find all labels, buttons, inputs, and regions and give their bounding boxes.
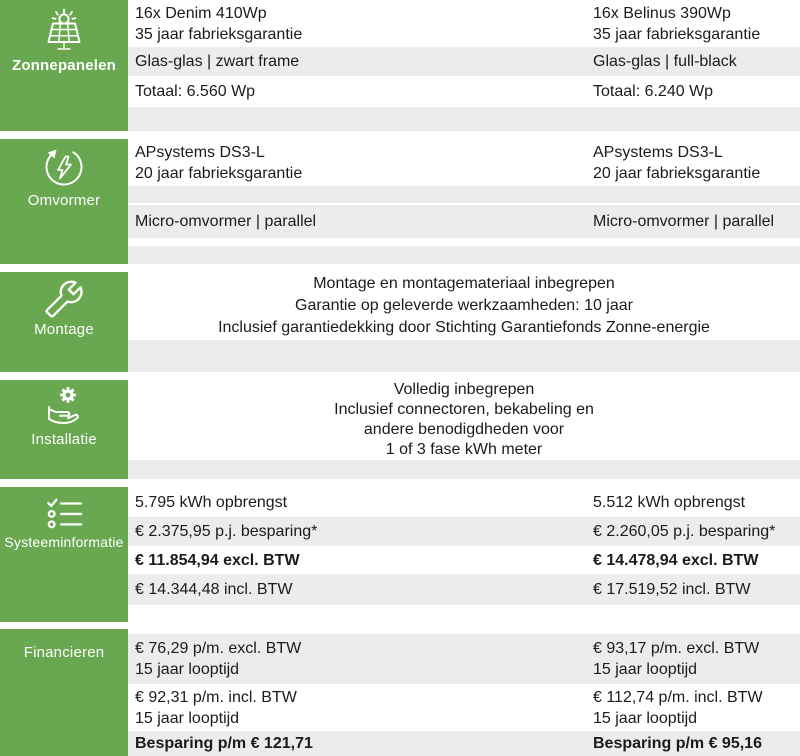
panel-model-left bbox=[128, 0, 590, 47]
price-excl-btw-right: € 14.478,94 excl. BTW bbox=[593, 551, 759, 569]
term-excl-right: 15 jaar looptijd bbox=[593, 661, 698, 678]
wrench-icon bbox=[45, 280, 83, 318]
inverter-model-left-name: APsystems DS3-L bbox=[135, 143, 265, 161]
section-divider bbox=[0, 622, 800, 629]
sidebar-label-zonnepanelen: Zonnepanelen bbox=[11, 57, 117, 74]
financing-incl-left bbox=[128, 684, 590, 731]
section-divider bbox=[0, 264, 800, 272]
term-incl-left: 15 jaar looptijd bbox=[135, 709, 240, 727]
panel-model-right-name: 16x Belinus 390Wp bbox=[593, 4, 731, 22]
sidebar-cell-installatie bbox=[0, 380, 128, 479]
montage-line-3: Inclusief garantiedekking door Stichting Garantiefonds Zonne-energie bbox=[218, 319, 710, 336]
installatie-line-1: Volledig inbegrepen bbox=[393, 381, 535, 398]
spacer-row bbox=[128, 246, 800, 264]
price-excl-btw-left: € 11.854,94 excl. BTW bbox=[135, 551, 300, 569]
panel-warranty-left: 35 jaar fabrieksgarantie bbox=[135, 25, 303, 43]
inverter-model-right-name: APsystems DS3-L bbox=[593, 143, 723, 161]
checklist-icon bbox=[43, 495, 85, 531]
sidebar-label-installatie: Installatie bbox=[31, 431, 97, 448]
yearly-saving-left: € 2.375,95 p.j. besparing* bbox=[135, 523, 318, 540]
sidebar-cell-zonnepanelen bbox=[0, 0, 128, 131]
term-incl-right: 15 jaar looptijd bbox=[593, 709, 698, 727]
sidebar-cell-montage bbox=[0, 272, 128, 372]
section-installatie bbox=[0, 380, 800, 479]
section-montage bbox=[0, 272, 800, 372]
spacer-row bbox=[128, 460, 800, 479]
price-incl-btw-right: € 17.519,52 incl. BTW bbox=[593, 581, 751, 598]
installatie-description bbox=[128, 380, 800, 460]
sidebar-cell-omvormer bbox=[0, 139, 128, 264]
price-incl-btw-left: € 14.344,48 incl. BTW bbox=[135, 581, 293, 598]
hand-gear-icon bbox=[42, 384, 86, 428]
monthly-saving-left: Besparing p/m € 121,71 bbox=[135, 735, 313, 752]
panel-total-left: Totaal: 6.560 Wp bbox=[135, 83, 256, 100]
solar-panel-sun-icon bbox=[41, 8, 87, 54]
montage-description bbox=[128, 272, 800, 340]
sidebar-cell-financieren bbox=[0, 629, 128, 756]
section-divider bbox=[0, 131, 800, 139]
spacer-row bbox=[128, 186, 800, 203]
section-financieren bbox=[0, 629, 800, 756]
sidebar-label-financieren: Financieren bbox=[23, 644, 105, 661]
sidebar-cell-systeeminformatie bbox=[0, 487, 128, 622]
inverter-model-right bbox=[590, 139, 800, 186]
term-excl-left: 15 jaar looptijd bbox=[135, 661, 240, 678]
section-divider bbox=[0, 372, 800, 380]
yield-right: 5.512 kWh opbrengst bbox=[593, 493, 746, 511]
inverter-warranty-right: 20 jaar fabrieksgarantie bbox=[593, 164, 761, 182]
sidebar-label-systeeminformatie: Systeeminformatie bbox=[4, 534, 124, 550]
spacer-row bbox=[128, 605, 800, 622]
spacer-row bbox=[128, 238, 800, 246]
panel-type-left: Glas-glas | zwart frame bbox=[135, 53, 300, 70]
monthly-incl-left: € 92,31 p/m. incl. BTW bbox=[135, 688, 297, 706]
inverter-type-right: Micro-omvormer | parallel bbox=[593, 213, 775, 230]
refresh-bolt-icon bbox=[42, 145, 86, 189]
panel-model-right bbox=[590, 0, 800, 47]
installatie-line-2: Inclusief connectoren, bekabeling en bbox=[334, 401, 594, 418]
yield-left: 5.795 kWh opbrengst bbox=[135, 493, 288, 511]
panel-warranty-right: 35 jaar fabrieksgarantie bbox=[593, 25, 761, 43]
spacer-row bbox=[128, 340, 800, 372]
financing-excl-left bbox=[128, 634, 590, 684]
financing-incl-right bbox=[590, 684, 800, 731]
section-zonnepanelen bbox=[0, 0, 800, 131]
monthly-saving-right: Besparing p/m € 95,16 bbox=[593, 735, 762, 752]
section-divider bbox=[0, 479, 800, 487]
montage-line-1: Montage en montagemateriaal inbegrepen bbox=[313, 275, 615, 292]
montage-line-2: Garantie op geleverde werkzaamheden: 10 jaar bbox=[295, 297, 633, 314]
panel-total-right: Totaal: 6.240 Wp bbox=[593, 83, 714, 100]
spacer-row bbox=[128, 107, 800, 131]
section-systeeminformatie bbox=[0, 487, 800, 622]
installatie-line-4: 1 of 3 fase kWh meter bbox=[385, 441, 543, 458]
inverter-type-left: Micro-omvormer | parallel bbox=[135, 213, 317, 230]
section-omvormer bbox=[0, 139, 800, 264]
inverter-model-left bbox=[128, 139, 590, 186]
inverter-warranty-left: 20 jaar fabrieksgarantie bbox=[135, 164, 303, 182]
financing-excl-right bbox=[590, 634, 800, 684]
monthly-excl-right: € 93,17 p/m. excl. BTW bbox=[593, 640, 760, 657]
panel-model-left-name: 16x Denim 410Wp bbox=[135, 4, 267, 22]
installatie-line-3: andere benodigdheden voor bbox=[363, 421, 565, 438]
yearly-saving-right: € 2.260,05 p.j. besparing* bbox=[593, 523, 776, 540]
monthly-excl-left: € 76,29 p/m. excl. BTW bbox=[135, 640, 302, 657]
monthly-incl-right: € 112,74 p/m. incl. BTW bbox=[593, 688, 763, 706]
sidebar-label-omvormer: Omvormer bbox=[27, 192, 101, 209]
sidebar-label-montage: Montage bbox=[34, 321, 94, 338]
panel-type-right: Glas-glas | full-black bbox=[593, 53, 737, 70]
